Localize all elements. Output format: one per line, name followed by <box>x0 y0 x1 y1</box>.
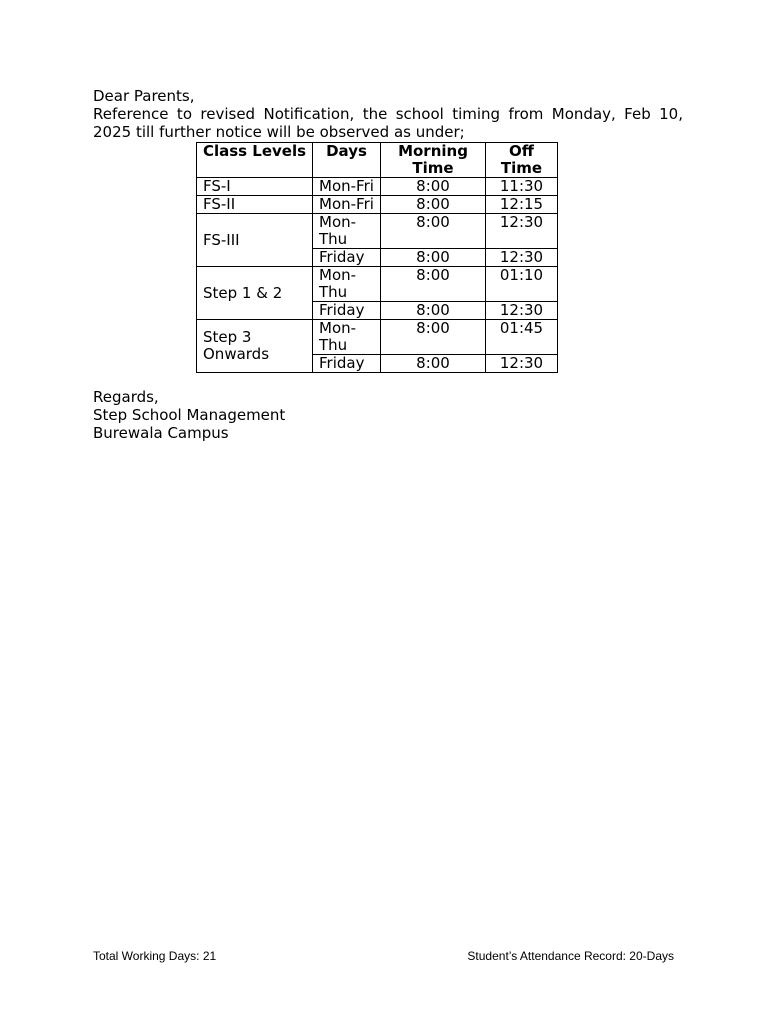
days-cell: Mon-Thu <box>313 214 381 249</box>
letter-closing <box>93 388 285 442</box>
class-level-cell: FS-I <box>197 178 313 196</box>
class-level-cell: Step 3 Onwards <box>197 320 313 373</box>
table-row <box>197 214 558 249</box>
class-level-cell: FS-II <box>197 196 313 214</box>
morning-time-cell: 8:00 <box>381 267 486 302</box>
class-level-cell: Step 1 & 2 <box>197 267 313 320</box>
intro-paragraph: Reference to revised Notification, the school timing from Monday, Feb 10, 2025 till further notice will be observed as under; <box>93 105 683 141</box>
off-time-cell: 01:10 <box>486 267 558 302</box>
table-row <box>197 178 558 196</box>
days-cell: Mon-Fri <box>313 178 381 196</box>
morning-time-cell: 8:00 <box>381 355 486 373</box>
header-days: Days <box>313 143 381 178</box>
morning-time-cell: 8:00 <box>381 196 486 214</box>
campus-line: Burewala Campus <box>93 424 229 442</box>
days-cell: Mon-Fri <box>313 196 381 214</box>
off-time-cell: 12:30 <box>486 214 558 249</box>
morning-time-cell: 8:00 <box>381 249 486 267</box>
off-time-cell: 12:30 <box>486 302 558 320</box>
off-time-cell: 01:45 <box>486 320 558 355</box>
morning-time-cell: 8:00 <box>381 178 486 196</box>
salutation: Dear Parents, <box>93 87 195 105</box>
days-cell: Friday <box>313 355 381 373</box>
days-cell: Mon-Thu <box>313 267 381 302</box>
letter-body <box>93 87 683 141</box>
page-footer <box>93 948 674 964</box>
regards-line: Regards, <box>93 388 159 406</box>
off-time-cell: 12:15 <box>486 196 558 214</box>
off-time-cell: 11:30 <box>486 178 558 196</box>
header-class-levels: Class Levels <box>197 143 313 178</box>
table-row <box>197 267 558 302</box>
attendance-record: Student’s Attendance Record: 20-Days <box>467 949 674 963</box>
header-off-time: Off Time <box>486 143 558 178</box>
morning-time-cell: 8:00 <box>381 214 486 249</box>
school-timing-table <box>196 142 558 373</box>
morning-time-cell: 8:00 <box>381 320 486 355</box>
table-row <box>197 196 558 214</box>
days-cell: Friday <box>313 302 381 320</box>
table-header-row <box>197 143 558 178</box>
table-row <box>197 320 558 355</box>
total-working-days: Total Working Days: 21 <box>93 949 217 963</box>
header-morning-time: Morning Time <box>381 143 486 178</box>
off-time-cell: 12:30 <box>486 249 558 267</box>
class-level-cell: FS-III <box>197 214 313 267</box>
sender-line: Step School Management <box>93 406 286 424</box>
days-cell: Friday <box>313 249 381 267</box>
off-time-cell: 12:30 <box>486 355 558 373</box>
days-cell: Mon-Thu <box>313 320 381 355</box>
morning-time-cell: 8:00 <box>381 302 486 320</box>
